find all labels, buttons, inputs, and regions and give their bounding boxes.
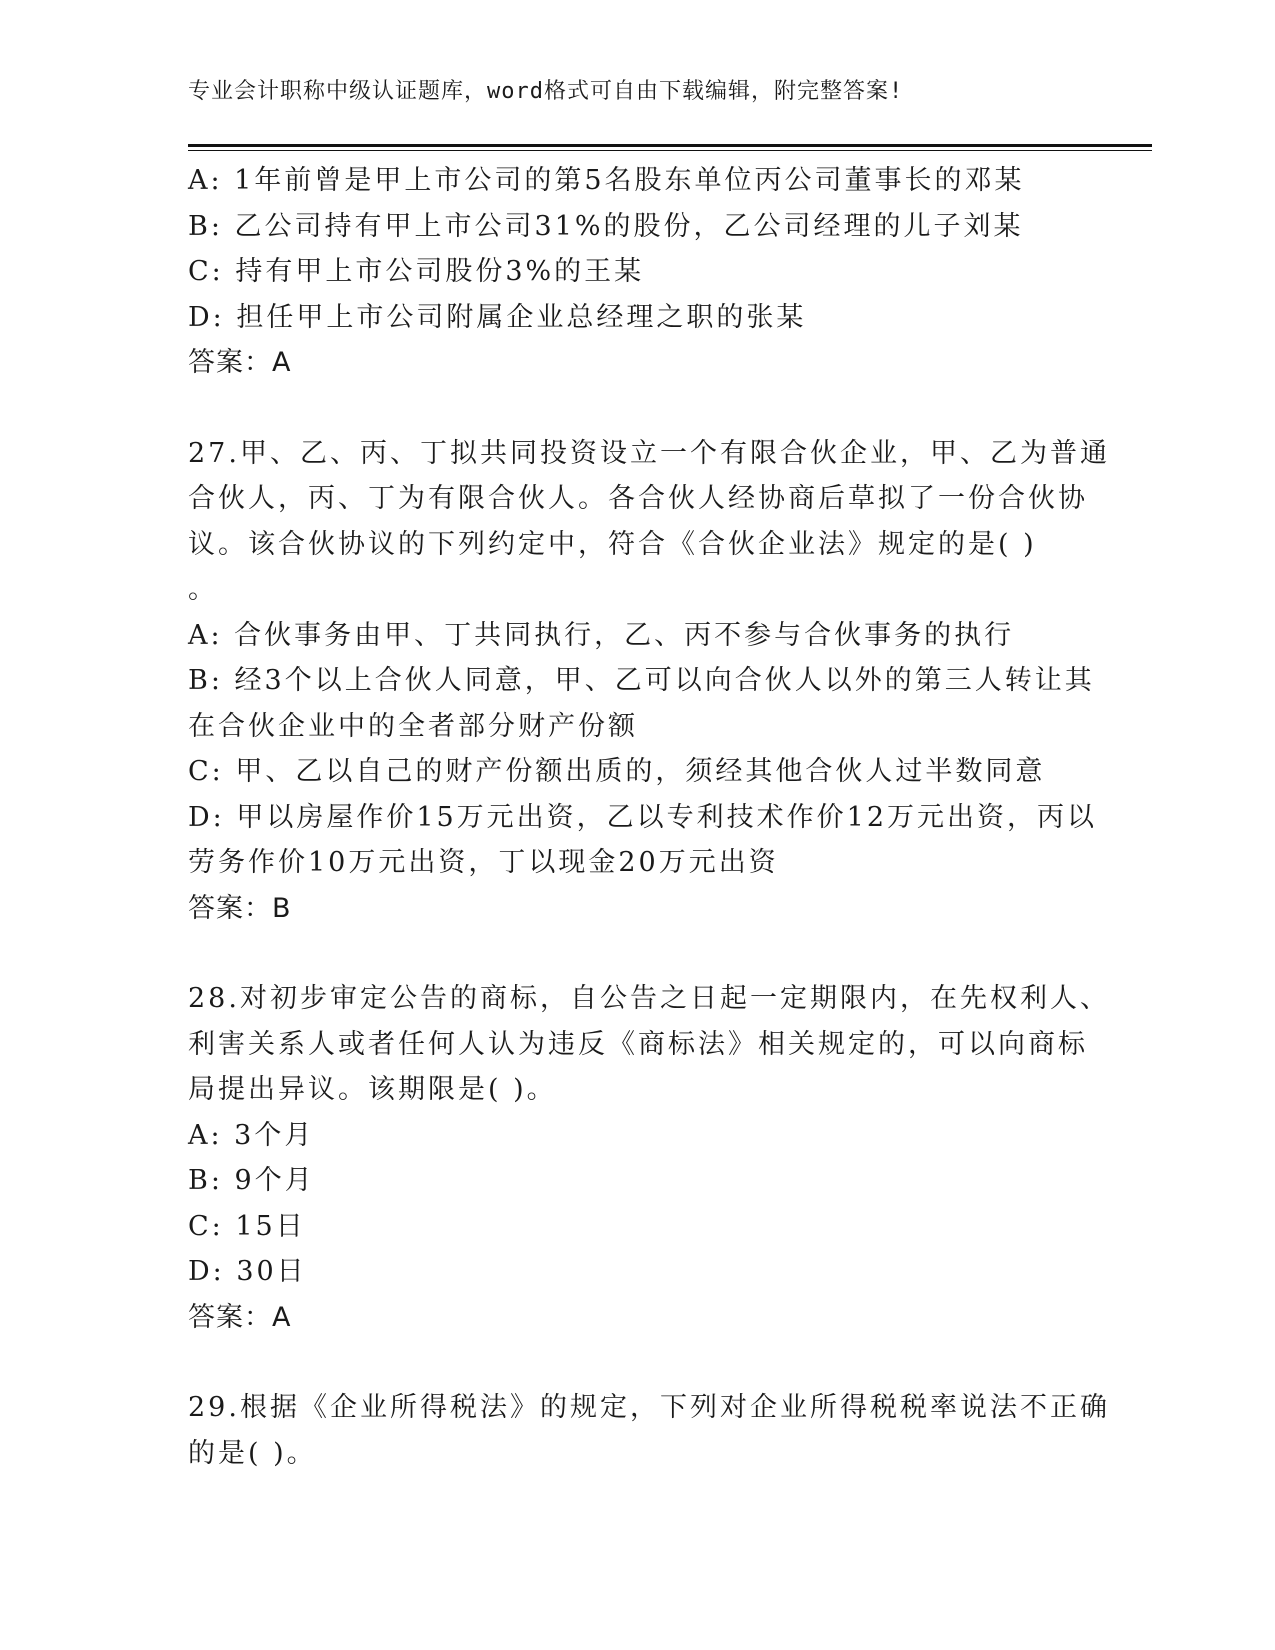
answer-line: 答案：A: [188, 1301, 292, 1333]
question-content: [188, 158, 1110, 1476]
option-line: D: 30日: [188, 1256, 307, 1287]
option-line: B: 9个月: [188, 1165, 315, 1196]
option-line: D: 甲以房屋作价15万元出资，乙以专利技术作价12万元出资，丙以: [188, 801, 1098, 833]
header-text: 专业会计职称中级认证题库，word格式可自由下载编辑，附完整答案!: [188, 79, 904, 104]
option-line: C: 15日: [188, 1210, 306, 1242]
answer-line: 答案：A: [188, 347, 292, 378]
question-line: 合伙人，丙、丁为有限合伙人。各合伙人经协商后草拟了一份合伙协: [188, 483, 1088, 514]
option-line: B: 经3个以上合伙人同意，甲、乙可以向合伙人以外的第三人转让其: [188, 665, 1095, 696]
block-gap: [188, 931, 1088, 976]
option-line: B: 乙公司持有甲上市公司31%的股份，乙公司经理的儿子刘某: [188, 210, 1024, 242]
question-block: [188, 976, 1110, 1340]
option-line: 劳务作价10万元出资，丁以现金20万元出资: [188, 847, 779, 878]
question-block: [188, 1385, 1110, 1476]
block-gap: [188, 386, 1088, 431]
header-rule: [188, 144, 1152, 147]
option-line: 在合伙企业中的全者部分财产份额: [188, 710, 638, 742]
question-line: 29.根据《企业所得税法》的规定，下列对企业所得税税率说法不正确: [188, 1392, 1110, 1423]
question-line: 议。该合伙协议的下列约定中，符合《合伙企业法》规定的是( ): [188, 528, 1037, 560]
question-block: [188, 431, 1110, 932]
question-line: 利害关系人或者任何人认为违反《商标法》相关规定的，可以向商标: [188, 1028, 1088, 1060]
question-line: 的是( )。: [188, 1437, 317, 1469]
option-line: A: 1年前曾是甲上市公司的第5名股东单位丙公司董事长的邓某: [188, 165, 1025, 196]
question-line: 27.甲、乙、丙、丁拟共同投资设立一个有限合伙企业，甲、乙为普通: [188, 437, 1110, 469]
question-line: 。: [188, 574, 218, 605]
option-line: D: 担任甲上市公司附属企业总经理之职的张某: [188, 301, 807, 333]
option-line: A: 3个月: [188, 1119, 315, 1151]
option-line: C: 甲、乙以自己的财产份额出质的，须经其他合伙人过半数同意: [188, 756, 1046, 787]
question-line: 局提出异议。该期限是( )。: [188, 1074, 557, 1105]
option-line: C: 持有甲上市公司股份3%的王某: [188, 256, 645, 287]
question-line: 28.对初步审定公告的商标，自公告之日起一定期限内，在先权利人、: [188, 983, 1110, 1014]
block-gap: [188, 1340, 1088, 1385]
answer-line: 答案：B: [188, 892, 292, 924]
header-rule-thin: [188, 150, 1152, 151]
option-line: A: 合伙事务由甲、丁共同执行，乙、丙不参与合伙事务的执行: [188, 619, 1015, 651]
question-block: [188, 158, 1088, 386]
